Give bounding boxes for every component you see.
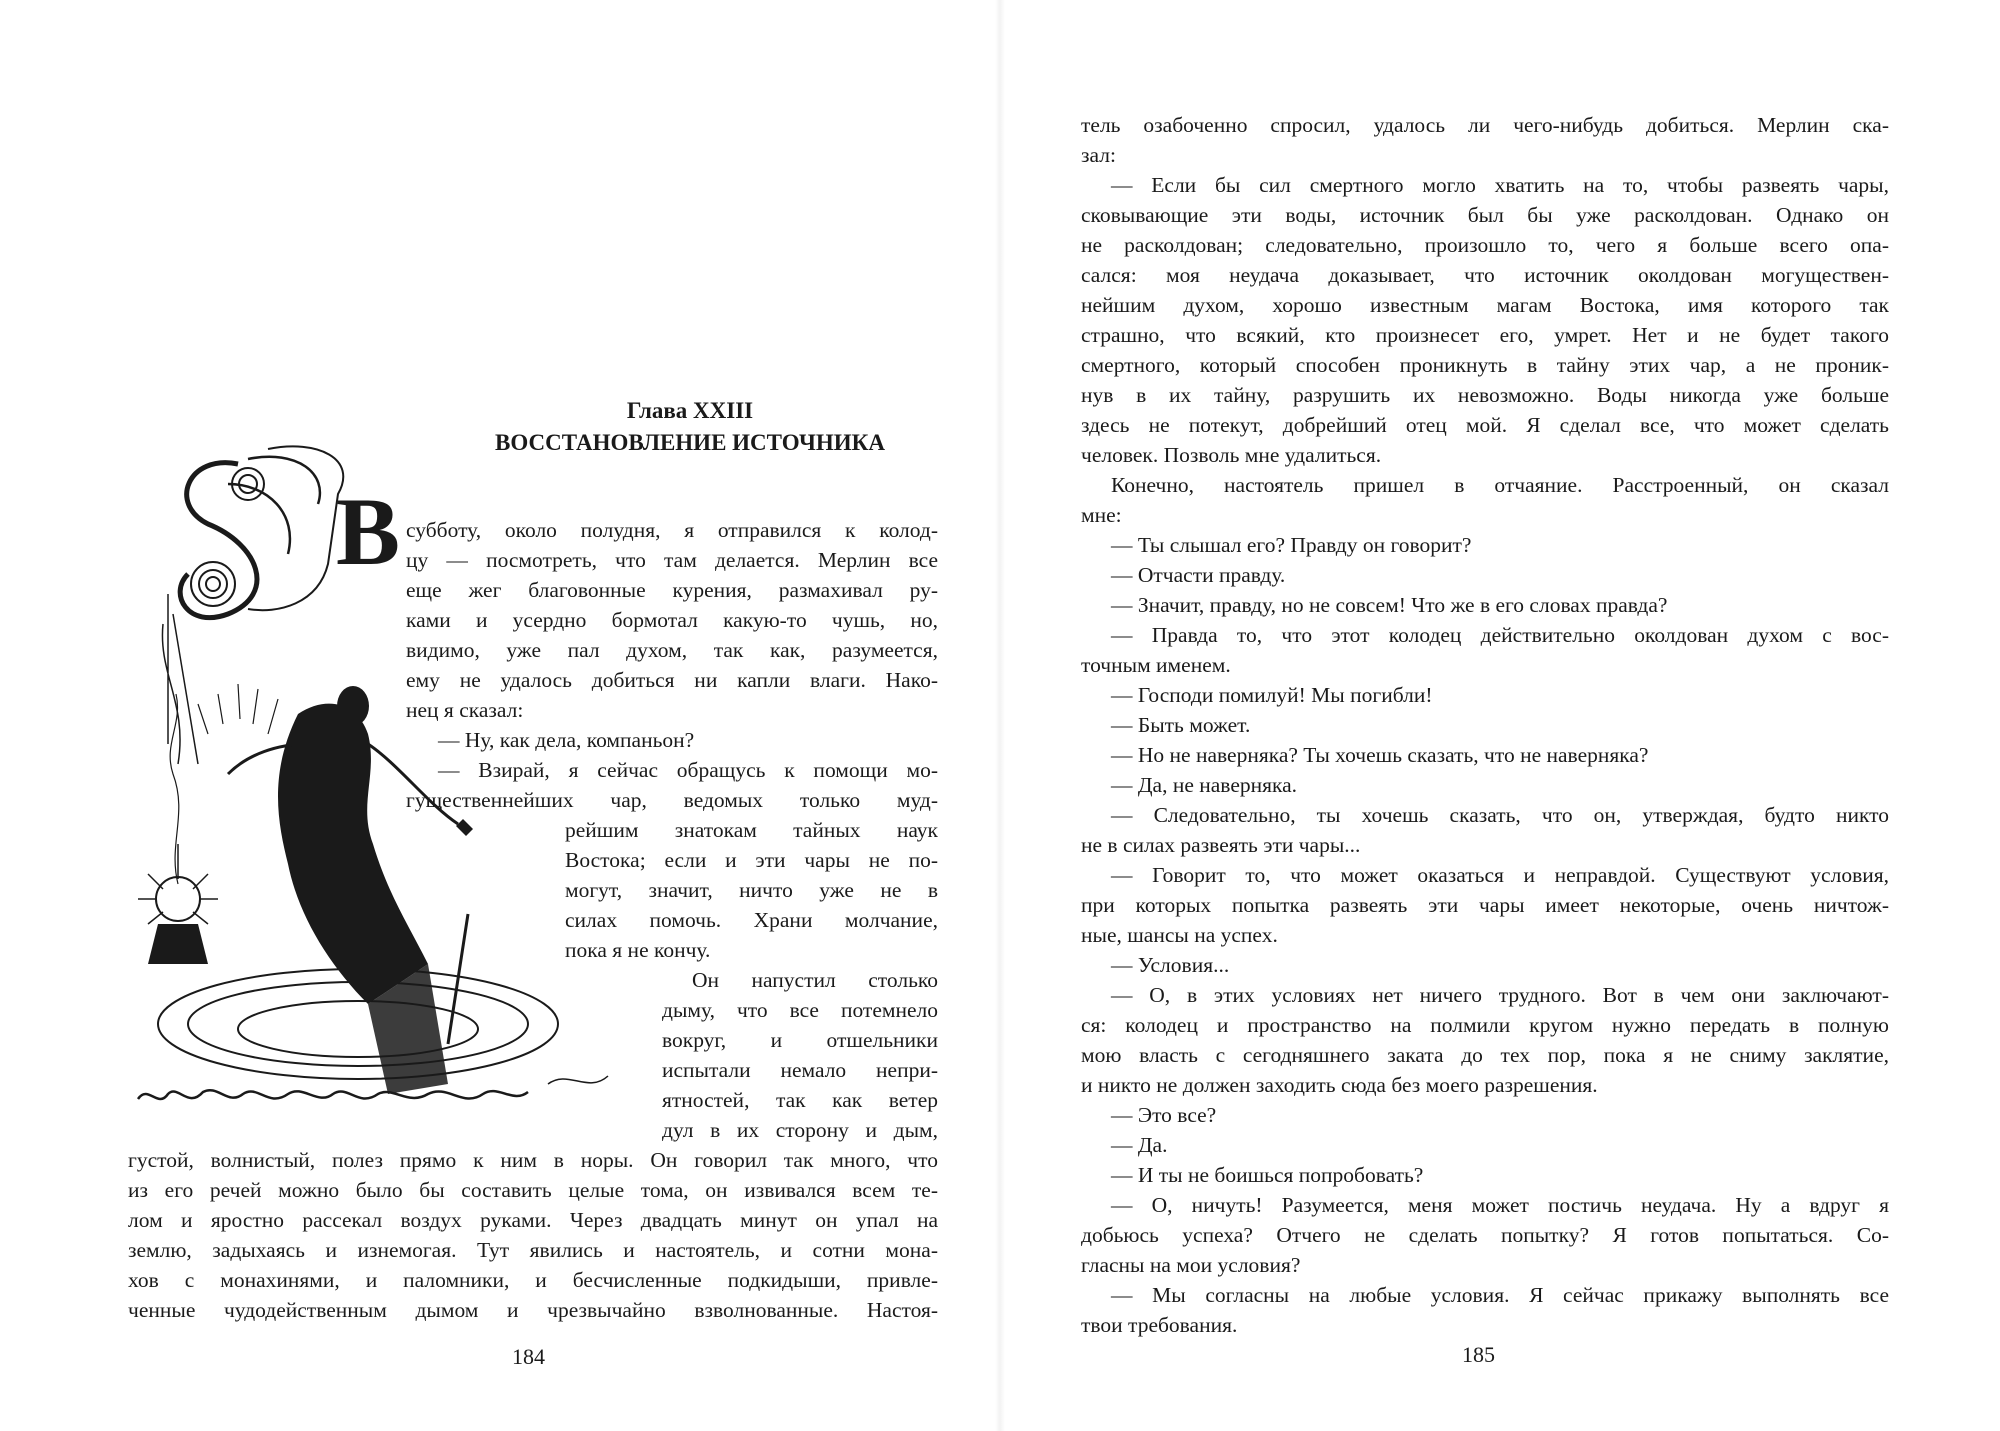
text-line: могут, значит, ничто уже не в <box>565 878 938 902</box>
text-line: точным именем. <box>1081 653 1231 677</box>
text-line: нейшим духом, хорошо известным магам Востока, имя которого так <box>1081 293 1889 317</box>
text-line: нув в их тайну, разрушить их невозможно. Воды никогда уже больше <box>1081 383 1889 407</box>
text-line: мне: <box>1081 503 1122 527</box>
right-page <box>1000 0 2000 1431</box>
page-number: 185 <box>1462 1342 1495 1367</box>
text-line: Он напустил столько <box>692 968 938 992</box>
drop-cap: В <box>336 478 401 585</box>
text-line: дыму, что все потемнело <box>662 998 938 1022</box>
text-line: добьюсь успеха? Отчего не сделать попытку? Я готов попытаться. Со- <box>1081 1223 1889 1247</box>
text-line: из его речей можно было бы составить целые тома, он извивался всем те- <box>128 1178 938 1202</box>
text-line: и никто не должен заходить сюда без моего разрешения. <box>1081 1073 1598 1097</box>
text-line: при которых попытка развеять эти чары имеет некоторые, очень ничтож- <box>1081 893 1889 917</box>
text-line: не в силах развеять эти чары... <box>1081 833 1361 857</box>
text-line: густой, волнистый, полез прямо к ним в норы. Он говорил так много, что <box>128 1148 938 1172</box>
text-line: ему не удалось добиться ни капли влаги. Нако- <box>406 668 938 692</box>
text-line: ченные чудодейственным дымом и чрезвычайно взволнованные. Настоя- <box>128 1298 938 1322</box>
text-line: гущественнейших чар, ведомых только муд- <box>406 788 938 812</box>
page-number: 184 <box>512 1344 545 1369</box>
text-line: испытали немало непри- <box>662 1058 938 1082</box>
chapter-number: Глава XXIII <box>626 398 754 423</box>
text-line: сался: моя неудача доказывает, что источник околдован могуществен- <box>1081 263 1889 287</box>
text-line: — Значит, правду, но не совсем! Что же в его словах правда? <box>1111 593 1668 617</box>
text-line: пока я не кончу. <box>565 938 711 962</box>
text-line: — Ну, как дела, компаньон? <box>438 728 695 752</box>
text-line: — И ты не боишься попробовать? <box>1111 1163 1424 1187</box>
text-line: — Ты слышал его? Правду он говорит? <box>1111 533 1472 557</box>
text-line: ные, шансы на успех. <box>1081 923 1278 947</box>
text-line: рейшим знатокам тайных наук <box>565 818 938 842</box>
text-line: — Взирай, я сейчас обращусь к помощи мо- <box>438 758 938 782</box>
text-line: — Это все? <box>1111 1103 1217 1127</box>
text-line: Востока; если и эти чары не по- <box>565 848 938 872</box>
text-line: — Условия... <box>1111 953 1230 977</box>
text-line: вокруг, и отшельники <box>662 1028 938 1052</box>
text-line: землю, задыхаясь и изнемогая. Тут явились и настоятель, и сотни мона- <box>128 1238 938 1262</box>
text-line: ками и усердно бормотал какую-то чушь, но, <box>406 608 938 632</box>
text-line: Конечно, настоятель пришел в отчаяние. Расстроенный, он сказал <box>1111 473 1889 497</box>
text-line: — Говорит то, что может оказаться и неправдой. Существуют условия, <box>1111 863 1889 887</box>
text-line: — Но не наверняка? Ты хочешь сказать, что не наверняка? <box>1111 743 1649 767</box>
text-line: хов с монахинями, и паломники, и бесчисленные подкидыши, привле- <box>128 1268 938 1292</box>
text-line: тель озабоченно спросил, удалось ли чего-нибудь добиться. Мерлин ска- <box>1081 113 1889 137</box>
text-line: зал: <box>1081 143 1116 167</box>
text-line: человек. Позволь мне удалиться. <box>1081 443 1382 467</box>
text-line: — О, ничуть! Разумеется, меня может постичь неудача. Ну а вдруг я <box>1111 1193 1889 1217</box>
text-line: видимо, уже пал духом, так как, разумеется, <box>406 638 938 662</box>
text-line: смертного, который способен проникнуть в тайну этих чар, а не проник- <box>1081 353 1889 377</box>
text-line: мою власть с сегодняшнего заката до тех пор, пока я не сниму заклятие, <box>1081 1043 1889 1067</box>
text-line: — Да. <box>1111 1133 1168 1157</box>
text-line: ся: колодец и пространство на полмили кругом нужно передать в полную <box>1081 1013 1889 1037</box>
text-line: — Правда то, что этот колодец действительно околдован духом с вос- <box>1111 623 1889 647</box>
text-line: — Следовательно, ты хочешь сказать, что он, утверждая, будто никто <box>1111 803 1889 827</box>
text-line: ятностей, так как ветер <box>662 1088 938 1112</box>
text-line: — Мы согласны на любые условия. Я сейчас прикажу выполнять все <box>1111 1283 1889 1307</box>
text-line: еще жег благовонные курения, размахивал ру- <box>406 578 938 602</box>
text-line: силах помочь. Храни молчание, <box>565 908 938 932</box>
text-line: — Да, не наверняка. <box>1111 773 1298 797</box>
text-line: твои требования. <box>1081 1313 1238 1337</box>
text-line: — Господи помилуй! Мы погибли! <box>1111 683 1433 707</box>
text-line: не расколдован; следовательно, произошло то, чего я больше всего опа- <box>1081 233 1889 257</box>
text-line: сковывающие эти воды, источник был бы уже расколдован. Однако он <box>1081 203 1889 227</box>
text-line: гласны на мои условия? <box>1081 1253 1301 1277</box>
text-line: — Быть может. <box>1111 713 1251 737</box>
text-line: — Если бы сил смертного могло хватить на то, чтобы развеять чары, <box>1111 173 1889 197</box>
text-line: нец я сказал: <box>406 698 524 722</box>
text-line: дул в их сторону и дым, <box>662 1118 938 1142</box>
text-line: лом и яростно рассекал воздух руками. Через двадцать минут он упал на <box>128 1208 938 1232</box>
text-line: цу — посмотреть, что там делается. Мерлин все <box>406 548 938 572</box>
text-line: субботу, около полудня, я отправился к колод- <box>406 518 938 542</box>
text-line: — О, в этих условиях нет ничего трудного. Вот в чем они заключают- <box>1111 983 1889 1007</box>
chapter-title: ВОССТАНОВЛЕНИЕ ИСТОЧНИКА <box>495 430 885 455</box>
text-line: — Отчасти правду. <box>1111 563 1286 587</box>
text-line: здесь не потекут, добрейший отец мой. Я сделал все, что может сделать <box>1081 413 1889 437</box>
text-line: страшно, что всякий, кто произнесет его, умрет. Нет и не будет такого <box>1081 323 1889 347</box>
